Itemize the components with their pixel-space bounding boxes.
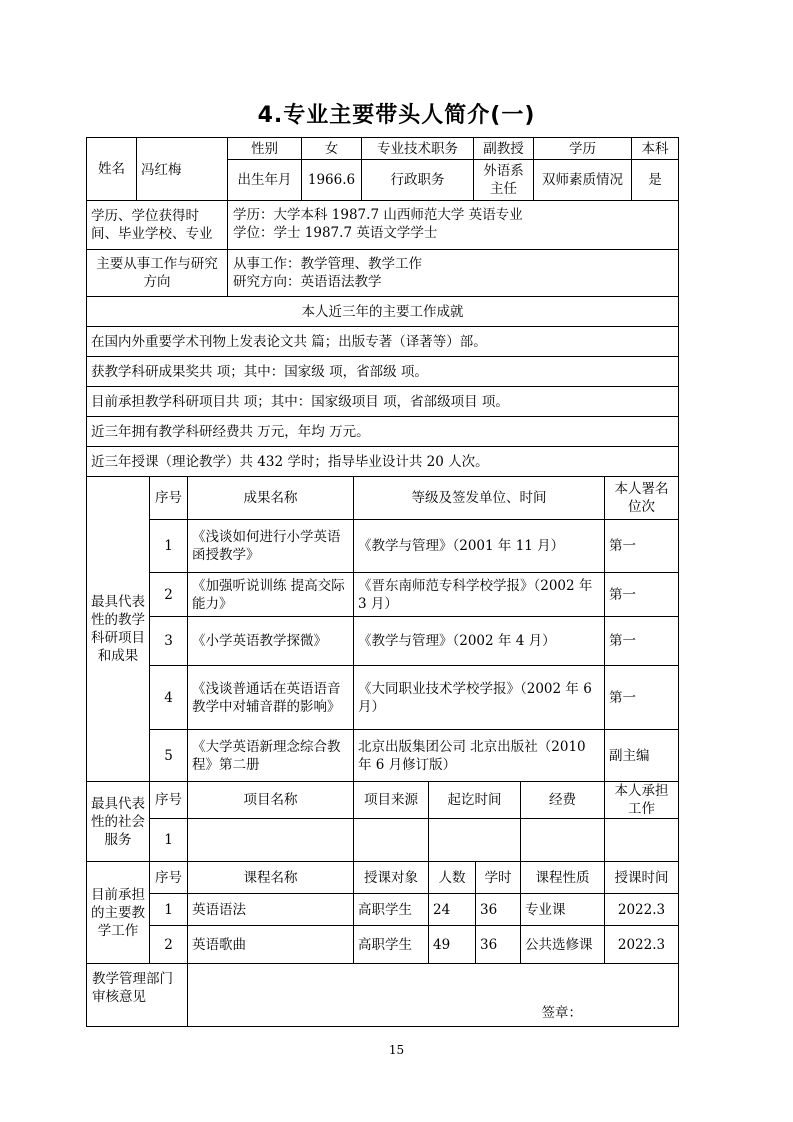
- research-section-label: 最具代表性的教学科研项目和成果: [86, 476, 150, 782]
- work-info: [227, 249, 679, 297]
- service-row-role: [604, 818, 679, 862]
- service-section-label: 最具代表性的社会服务: [86, 781, 150, 862]
- teaching-col-header: 课程名称: [187, 861, 354, 894]
- teaching-col-header: 授课时间: [604, 861, 679, 894]
- teaching-row-hours: 36: [475, 893, 521, 926]
- service-col-header: 起讫时间: [428, 781, 521, 819]
- research-col-header: 等级及签发单位、时间: [353, 476, 605, 520]
- teaching-row-count: 24: [428, 893, 476, 926]
- service-col-header: 经费: [520, 781, 605, 819]
- research-row-name: 《加强听说训练 提高交际能力》: [187, 572, 354, 617]
- teaching-row-hours: 36: [475, 925, 521, 964]
- research-row-unit: 北京出版集团公司 北京出版社（2010 年 6 月修订版）: [353, 729, 605, 782]
- work-label: 主要从事工作与研究方向: [86, 249, 228, 297]
- achievements-header: 本人近三年的主要工作成就: [86, 296, 679, 327]
- teaching-row-time: 2022.3: [604, 893, 679, 926]
- service-col-header: 项目名称: [187, 781, 354, 819]
- teaching-row-time: 2022.3: [604, 925, 679, 964]
- research-row-rank: 副主编: [604, 729, 679, 782]
- teaching-col-header: 人数: [428, 861, 476, 894]
- research-row-no: 4: [149, 665, 188, 730]
- dual-qualified-value: 是: [631, 159, 679, 201]
- teaching-col-header: 学时: [475, 861, 521, 894]
- teaching-row-nature: 专业课: [520, 893, 605, 926]
- research-col-header: 成果名称: [187, 476, 354, 520]
- research-row-unit: 《教学与管理》（2002 年 4 月）: [353, 616, 605, 666]
- birth-value: 1966.6: [301, 159, 362, 201]
- teaching-row-target: 高职学生: [353, 893, 429, 926]
- name-value: 冯红梅: [136, 137, 228, 201]
- research-col-header: 序号: [149, 476, 188, 520]
- research-row-no: 3: [149, 616, 188, 666]
- teaching-section-label: 目前承担的主要教学工作: [86, 861, 150, 964]
- service-row-period: [428, 818, 521, 862]
- name-label: 姓名: [86, 137, 137, 201]
- research-row-name: 《大学英语新理念综合教程》第二册: [187, 729, 354, 782]
- teaching-col-header: 课程性质: [520, 861, 605, 894]
- degree-line-2: 学位：学士 1987.7 英语文学学士: [233, 225, 438, 241]
- teaching-col-header: 授课对象: [353, 861, 429, 894]
- service-col-header: 序号: [149, 781, 188, 819]
- research-row-no: 2: [149, 572, 188, 617]
- research-row-rank: 第一: [604, 665, 679, 730]
- gender-value: 女: [301, 137, 362, 160]
- page-number: 15: [388, 1043, 405, 1057]
- education-label: 学历: [533, 137, 632, 160]
- research-row-unit: 《晋东南师范专科学校学报》（2002 年 3 月）: [353, 572, 605, 617]
- research-col-header: 本人署名位次: [604, 476, 679, 520]
- research-row-rank: 第一: [604, 572, 679, 617]
- summary-line: 在国内外重要学术刊物上发表论文共 篇；出版专著（译著等）部。: [86, 326, 679, 357]
- service-row-funding: [520, 818, 605, 862]
- service-row-name: [187, 818, 354, 862]
- teaching-col-header: 序号: [149, 861, 188, 894]
- work-line-1: 从事工作：教学管理、教学工作: [233, 256, 422, 272]
- research-row-name: 《浅谈如何进行小学英语函授教学》: [187, 519, 354, 573]
- education-value: 本科: [631, 137, 679, 160]
- admin-title-value: 外语系主任: [473, 159, 534, 201]
- research-row-no: 1: [149, 519, 188, 573]
- degree-line-1: 学历：大学本科 1987.7 山西师范大学 英语专业: [233, 207, 523, 223]
- research-row-rank: 第一: [604, 519, 679, 573]
- teaching-row-course: 英语语法: [187, 893, 354, 926]
- service-col-header: 本人承担工作: [604, 781, 679, 819]
- service-row-source: [353, 818, 429, 862]
- summary-line: 目前承担教学科研项目共 项；其中：国家级项目 项，省部级项目 项。: [86, 386, 679, 417]
- teaching-row-target: 高职学生: [353, 925, 429, 964]
- research-row-rank: 第一: [604, 616, 679, 666]
- birth-label: 出生年月: [227, 159, 302, 201]
- admin-title-label: 行政职务: [361, 159, 474, 201]
- degree-info: [227, 200, 679, 250]
- tech-title-value: 副教授: [473, 137, 534, 160]
- research-row-name: 《浅谈普通话在英语语音教学中对辅音群的影响》: [187, 665, 354, 730]
- teaching-row-no: 2: [149, 925, 188, 964]
- dual-qualified-label: 双师素质情况: [533, 159, 632, 201]
- degree-label: 学历、学位获得时间、毕业学校、专业: [86, 200, 228, 250]
- review-area: [187, 963, 679, 1027]
- summary-line: 获教学科研成果奖共 项；其中：国家级 项，省部级 项。: [86, 356, 679, 387]
- service-col-header: 项目来源: [353, 781, 429, 819]
- review-label: 教学管理部门审核意见: [86, 963, 188, 1027]
- research-row-unit: 《教学与管理》（2001 年 11 月）: [353, 519, 605, 573]
- profile-form: [86, 137, 679, 1027]
- summary-line: 近三年拥有教学科研经费共 万元，年均 万元。: [86, 416, 679, 447]
- research-row-name: 《小学英语教学探微》: [187, 616, 354, 666]
- summary-line: 近三年授课（理论教学）共 432 学时；指导毕业设计共 20 人次。: [86, 446, 679, 477]
- research-row-no: 5: [149, 729, 188, 782]
- tech-title-label: 专业技术职务: [361, 137, 474, 160]
- teaching-row-count: 49: [428, 925, 476, 964]
- page-title: 4.专业主要带头人简介(一): [257, 103, 536, 128]
- teaching-row-course: 英语歌曲: [187, 925, 354, 964]
- gender-label: 性别: [227, 137, 302, 160]
- work-line-2: 研究方向：英语语法教学: [233, 274, 382, 290]
- teaching-row-no: 1: [149, 893, 188, 926]
- seal-label: 签章：: [541, 1005, 582, 1021]
- research-row-unit: 《大同职业技术学校学报》（2002 年 6 月）: [353, 665, 605, 730]
- service-row-no: 1: [149, 818, 188, 862]
- teaching-row-nature: 公共选修课: [520, 925, 605, 964]
